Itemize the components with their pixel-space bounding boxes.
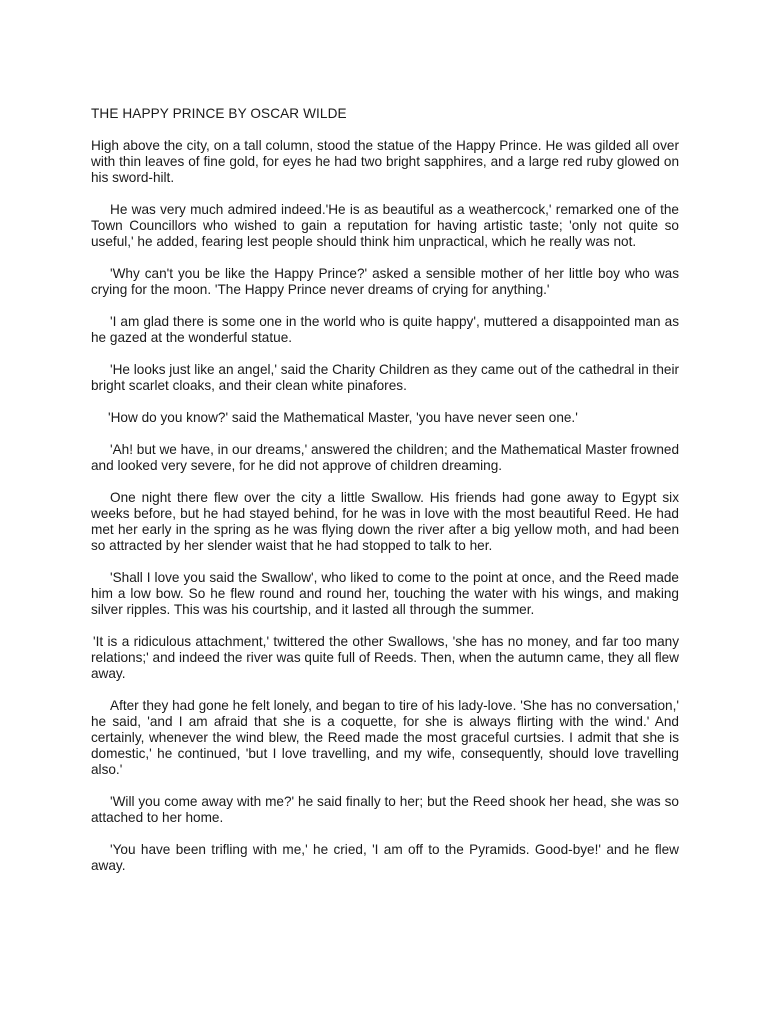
paragraph-5: 'He looks just like an angel,' said the Charity Children as they came out of the cathedral in their bright scarlet cloaks, and their clean white pinafores.	[91, 362, 679, 393]
paragraph-3: 'Why can't you be like the Happy Prince?' asked a sensible mother of her little boy who was crying for the moon. 'The Happy Prince never dreams of crying for anything.'	[91, 266, 679, 297]
document-page	[91, 106, 679, 874]
paragraph-10: 'It is a ridiculous attachment,' twittered the other Swallows, 'she has no money, and far too many relations;' and indeed the river was quite full of Reeds. Then, when the autumn came, they all flew away.	[91, 634, 679, 681]
paragraph-11: After they had gone he felt lonely, and began to tire of his lady-love. 'She has no conversation,' he said, 'and I am afraid that she is a coquette, for she is always flirting with the wind.' And certainly, whenever the wind blew, the Reed made the most graceful curtsies. I admit that she is domestic,' he continued, 'but I love travelling, and my wife, consequently, should love travelling also.'	[91, 698, 679, 777]
paragraph-9: 'Shall I love you said the Swallow', who liked to come to the point at once, and the Reed made him a low bow. So he flew round and round her, touching the water with his wings, and making silver ripples. This was his courtship, and it lasted all through the summer.	[91, 570, 679, 617]
paragraph-2: He was very much admired indeed.'He is as beautiful as a weathercock,' remarked one of the Town Councillors who wished to gain a reputation for having artistic taste; 'only not quite so useful,' he added, fearing lest people should think him unpractical, which he really was not.	[91, 202, 679, 249]
paragraph-4: 'I am glad there is some one in the world who is quite happy', muttered a disappointed man as he gazed at the wonderful statue.	[91, 314, 679, 345]
paragraph-7: 'Ah! but we have, in our dreams,' answered the children; and the Mathematical Master frowned and looked very severe, for he did not approve of children dreaming.	[91, 442, 679, 473]
paragraph-8: One night there flew over the city a little Swallow. His friends had gone away to Egypt six weeks before, but he had stayed behind, for he was in love with the most beautiful Reed. He had met her early in the spring as he was flying down the river after a big yellow moth, and had been so attracted by her slender waist that he had stopped to talk to her.	[91, 490, 679, 553]
document-title: THE HAPPY PRINCE BY OSCAR WILDE	[91, 106, 347, 121]
paragraph-12: 'Will you come away with me?' he said finally to her; but the Reed shook her head, she was so attached to her home.	[91, 794, 679, 825]
paragraph-6: 'How do you know?' said the Mathematical Master, 'you have never seen one.'	[108, 410, 578, 425]
paragraph-13: 'You have been trifling with me,' he cried, 'I am off to the Pyramids. Good-bye!' and he flew away.	[91, 842, 679, 873]
paragraph-1: High above the city, on a tall column, stood the statue of the Happy Prince. He was gilded all over with thin leaves of fine gold, for eyes he had two bright sapphires, and a large red ruby glowed on his sword-hilt.	[91, 138, 679, 185]
